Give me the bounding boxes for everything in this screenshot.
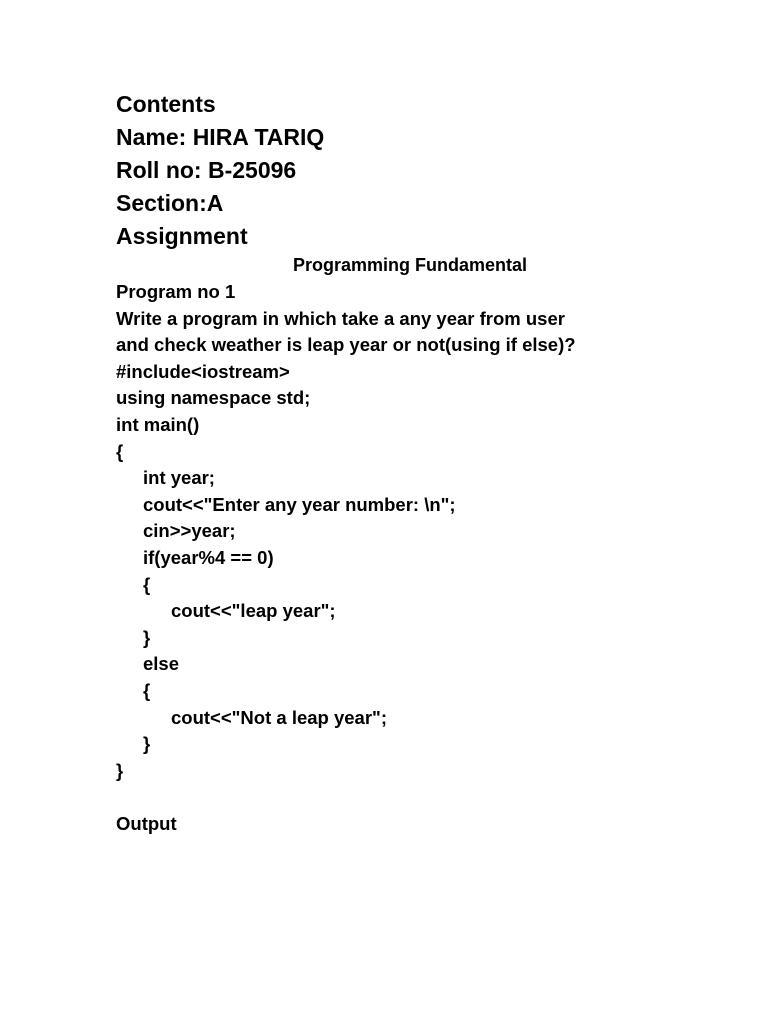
code-line: { <box>143 573 151 595</box>
code-line: cout<<"leap year"; <box>171 600 336 622</box>
code-line: int main() <box>116 413 200 435</box>
code-line: using namespace std; <box>116 387 311 409</box>
code-line: } <box>143 733 151 755</box>
roll-number: Roll no: B-25096 <box>116 157 297 183</box>
student-name: Name: HIRA TARIQ <box>116 124 325 150</box>
question-line-1: Write a program in which take a any year from user <box>116 307 565 329</box>
document-header <box>116 88 676 253</box>
assignment-heading: Assignment <box>116 223 248 249</box>
code-line: cout<<"Not a leap year"; <box>171 706 387 728</box>
section: Section:A <box>116 190 224 216</box>
question-line-2: and check weather is leap year or not(using if else)? <box>116 334 576 356</box>
program-title: Program no 1 <box>116 281 236 302</box>
code-line: #include<iostream> <box>116 360 290 382</box>
code-line: if(year%4 == 0) <box>143 546 274 568</box>
contents-heading: Contents <box>116 91 216 117</box>
blank-line <box>116 784 736 811</box>
code-line: cin>>year; <box>143 520 236 542</box>
code-line: } <box>143 626 151 648</box>
code-line: { <box>143 679 151 701</box>
code-line: cout<<"Enter any year number: \n"; <box>143 493 456 515</box>
code-line: { <box>116 440 124 462</box>
subject-title: Programming Fundamental <box>292 255 528 275</box>
code-line: int year; <box>143 467 215 489</box>
code-line: } <box>116 759 124 781</box>
output-label: Output <box>116 812 177 834</box>
code-line: else <box>143 653 180 675</box>
program-body <box>116 279 736 837</box>
